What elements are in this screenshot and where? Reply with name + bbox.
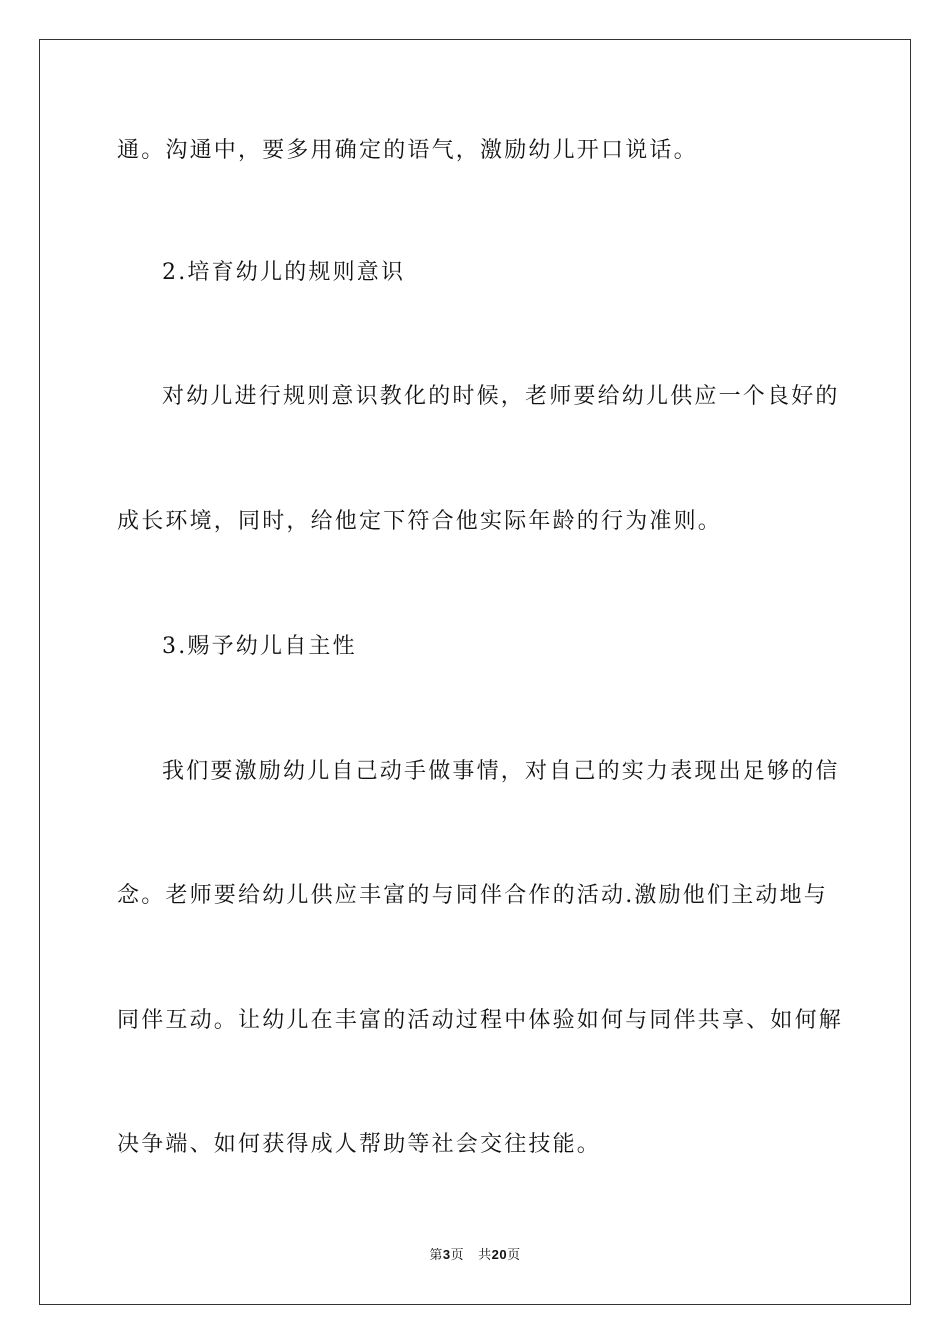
paragraph-continuation: 通。沟通中，要多用确定的语气，激励幼儿开口说话。 [117,138,698,163]
page-number: 3 [442,1247,451,1262]
paragraph-line: 决争端、如何获得成人帮助等社会交往技能。 [117,1132,602,1157]
paragraph-line: 成长环境，同时，给他定下符合他实际年龄的行为准则。 [117,509,723,534]
page-prefix: 第 [429,1248,443,1263]
total-suffix: 页 [507,1248,521,1263]
paragraph-line: 对幼儿进行规则意识教化的时候，老师要给幼儿供应一个良好的 [162,384,840,409]
section-heading-3: 3.赐予幼儿自主性 [162,634,357,659]
paragraph-line: 同伴互动。让幼儿在丰富的活动过程中体验如何与同伴共享、如何解 [117,1008,844,1033]
total-prefix: 共 [478,1248,492,1263]
page-footer [0,1246,950,1265]
page-border [39,39,911,1305]
paragraph-line: 我们要激励幼儿自己动手做事情，对自己的实力表现出足够的信 [162,759,840,784]
paragraph-line: 念。老师要给幼儿供应丰富的与同伴合作的活动.激励他们主动地与 [117,883,828,908]
total-pages: 20 [491,1247,508,1262]
section-heading-2: 2.培育幼儿的规则意识 [162,260,406,285]
page-suffix: 页 [450,1248,465,1263]
